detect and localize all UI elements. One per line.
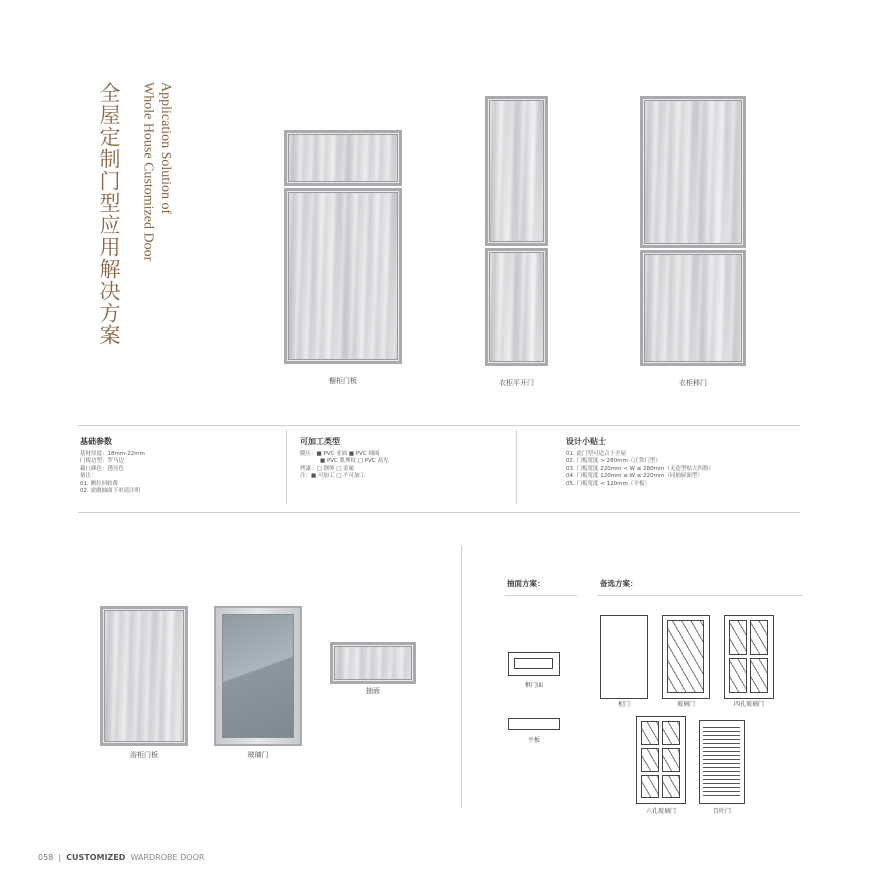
louver-slats-icon <box>703 724 740 799</box>
bathroom-door-caption: 浴柜门板 <box>130 751 158 759</box>
page-title-cn: 全屋定制门型应用解决方案 <box>97 82 121 346</box>
basic-line: 截口颜色：透亮色 <box>80 465 125 472</box>
frame-drawer-inner-icon <box>514 658 553 669</box>
pane-icon <box>729 658 747 693</box>
wardrobe-swing-caption: 衣柜平开门 <box>499 379 534 387</box>
footer <box>38 845 204 864</box>
process-line: 膜压：■ PVC 亚面 ■ PVC 细面 <box>300 451 380 457</box>
plain-door-icon <box>600 615 648 699</box>
pane-icon <box>750 658 768 693</box>
drawer-face-caption: 抽面 <box>366 687 380 695</box>
four-pane-door-icon <box>724 615 774 699</box>
six-pane-door-icon <box>636 716 686 804</box>
drawer-scheme-rule <box>505 595 577 596</box>
page-number: 058 <box>38 853 54 862</box>
plain-door-caption: 柜门 <box>617 701 630 708</box>
pane-icon <box>662 721 680 745</box>
design-tips-title: 设计小贴士 <box>566 437 606 446</box>
glass-door-hatch-icon <box>667 620 704 693</box>
cabinet-door-bottom-panel <box>284 188 402 364</box>
page-title-en-line2: Whole House Customized Door <box>140 82 156 262</box>
footer-separator: | <box>58 853 62 862</box>
louver-door-caption: 百叶门 <box>712 808 731 815</box>
footer-brand-bold: CUSTOMIZED <box>66 853 126 862</box>
glass-door-line-icon <box>662 615 710 699</box>
wardrobe-swing-bottom-panel <box>485 248 548 366</box>
wardrobe-swing-top-panel <box>485 96 548 246</box>
cabinet-door-top-panel <box>284 130 402 186</box>
wardrobe-sliding-bottom-panel <box>640 250 746 366</box>
basic-line: 门板边型：罗马边 <box>80 458 125 465</box>
tips-line: 03. 门板宽度 220mm < W ≤ 280mm（无造型贴大四格） <box>566 465 714 472</box>
flat-drawer-icon <box>508 718 560 730</box>
tips-line: 01. 此门型可适合于全屋 <box>566 451 626 457</box>
process-types-body <box>300 451 388 481</box>
process-line: 注：■ 可加工 □ 不可加工 <box>300 473 366 480</box>
glass-door-frame <box>214 606 302 746</box>
tips-line: 05. 门板宽度 < 120mm（平板） <box>566 480 650 487</box>
basic-line: 基材厚度：18mm-22mm <box>80 451 145 457</box>
spec-top-rule <box>78 425 800 426</box>
drawer-face-panel <box>330 642 416 684</box>
wardrobe-sliding-caption: 衣柜移门 <box>679 379 707 387</box>
wardrobe-sliding-top-panel <box>640 96 746 248</box>
basic-line: 01. 侧拉回收费 <box>80 480 118 487</box>
spec-divider-2 <box>516 430 517 504</box>
glass-door-line-caption: 玻璃门 <box>676 701 695 708</box>
basic-line: 备注： <box>80 473 97 480</box>
louver-door-icon <box>699 720 745 804</box>
frame-drawer-caption: 框门面 <box>524 682 543 689</box>
six-pane-door-caption: 六孔玻璃门 <box>645 808 676 815</box>
pane-icon <box>641 748 659 772</box>
page-title-en <box>138 82 174 261</box>
four-pane-door-caption: 四孔玻璃门 <box>733 701 764 708</box>
pane-icon <box>641 775 659 798</box>
alt-scheme-title: 备选方案： <box>600 579 638 588</box>
glass-door-caption: 玻璃门 <box>247 751 269 759</box>
spec-bottom-rule <box>78 512 800 513</box>
process-line: ■ PVC 肌理纹 □ PVC 高光 <box>320 458 389 465</box>
basic-params-body <box>80 451 145 495</box>
pane-icon <box>662 748 680 772</box>
pane-icon <box>662 775 680 798</box>
process-line: 烤漆：□ 钢琴 □ 金属 <box>300 465 355 472</box>
page-title-en-line1: Application Solution of <box>158 82 173 215</box>
alt-scheme-rule <box>598 595 802 596</box>
pane-icon <box>641 721 659 745</box>
spec-divider-1 <box>286 430 287 504</box>
drawer-scheme-title: 抽面方案： <box>507 579 545 588</box>
pane-icon <box>750 620 768 655</box>
design-tips-body <box>566 451 714 488</box>
glass-door-pane <box>222 614 294 738</box>
basic-line: 02. 需做抽面下单请注明 <box>80 488 140 495</box>
cabinet-door-caption: 橱柜门板 <box>329 377 357 385</box>
pane-icon <box>729 620 747 655</box>
process-types-title: 可加工类型 <box>300 437 340 446</box>
footer-brand-light: WARDROBE DOOR <box>130 853 205 862</box>
tips-line: 02. 门板宽度 > 280mm（正常门型） <box>566 458 661 465</box>
flat-drawer-caption: 平板 <box>527 737 540 744</box>
basic-params-title: 基础参数 <box>80 437 112 446</box>
frame-drawer-icon <box>508 652 560 676</box>
lower-section-divider <box>461 546 462 808</box>
tips-line: 04. 门板宽度 120mm ≤ W ≤ 220mm（同抽屉面型） <box>566 473 703 480</box>
bathroom-door-panel <box>100 606 188 746</box>
